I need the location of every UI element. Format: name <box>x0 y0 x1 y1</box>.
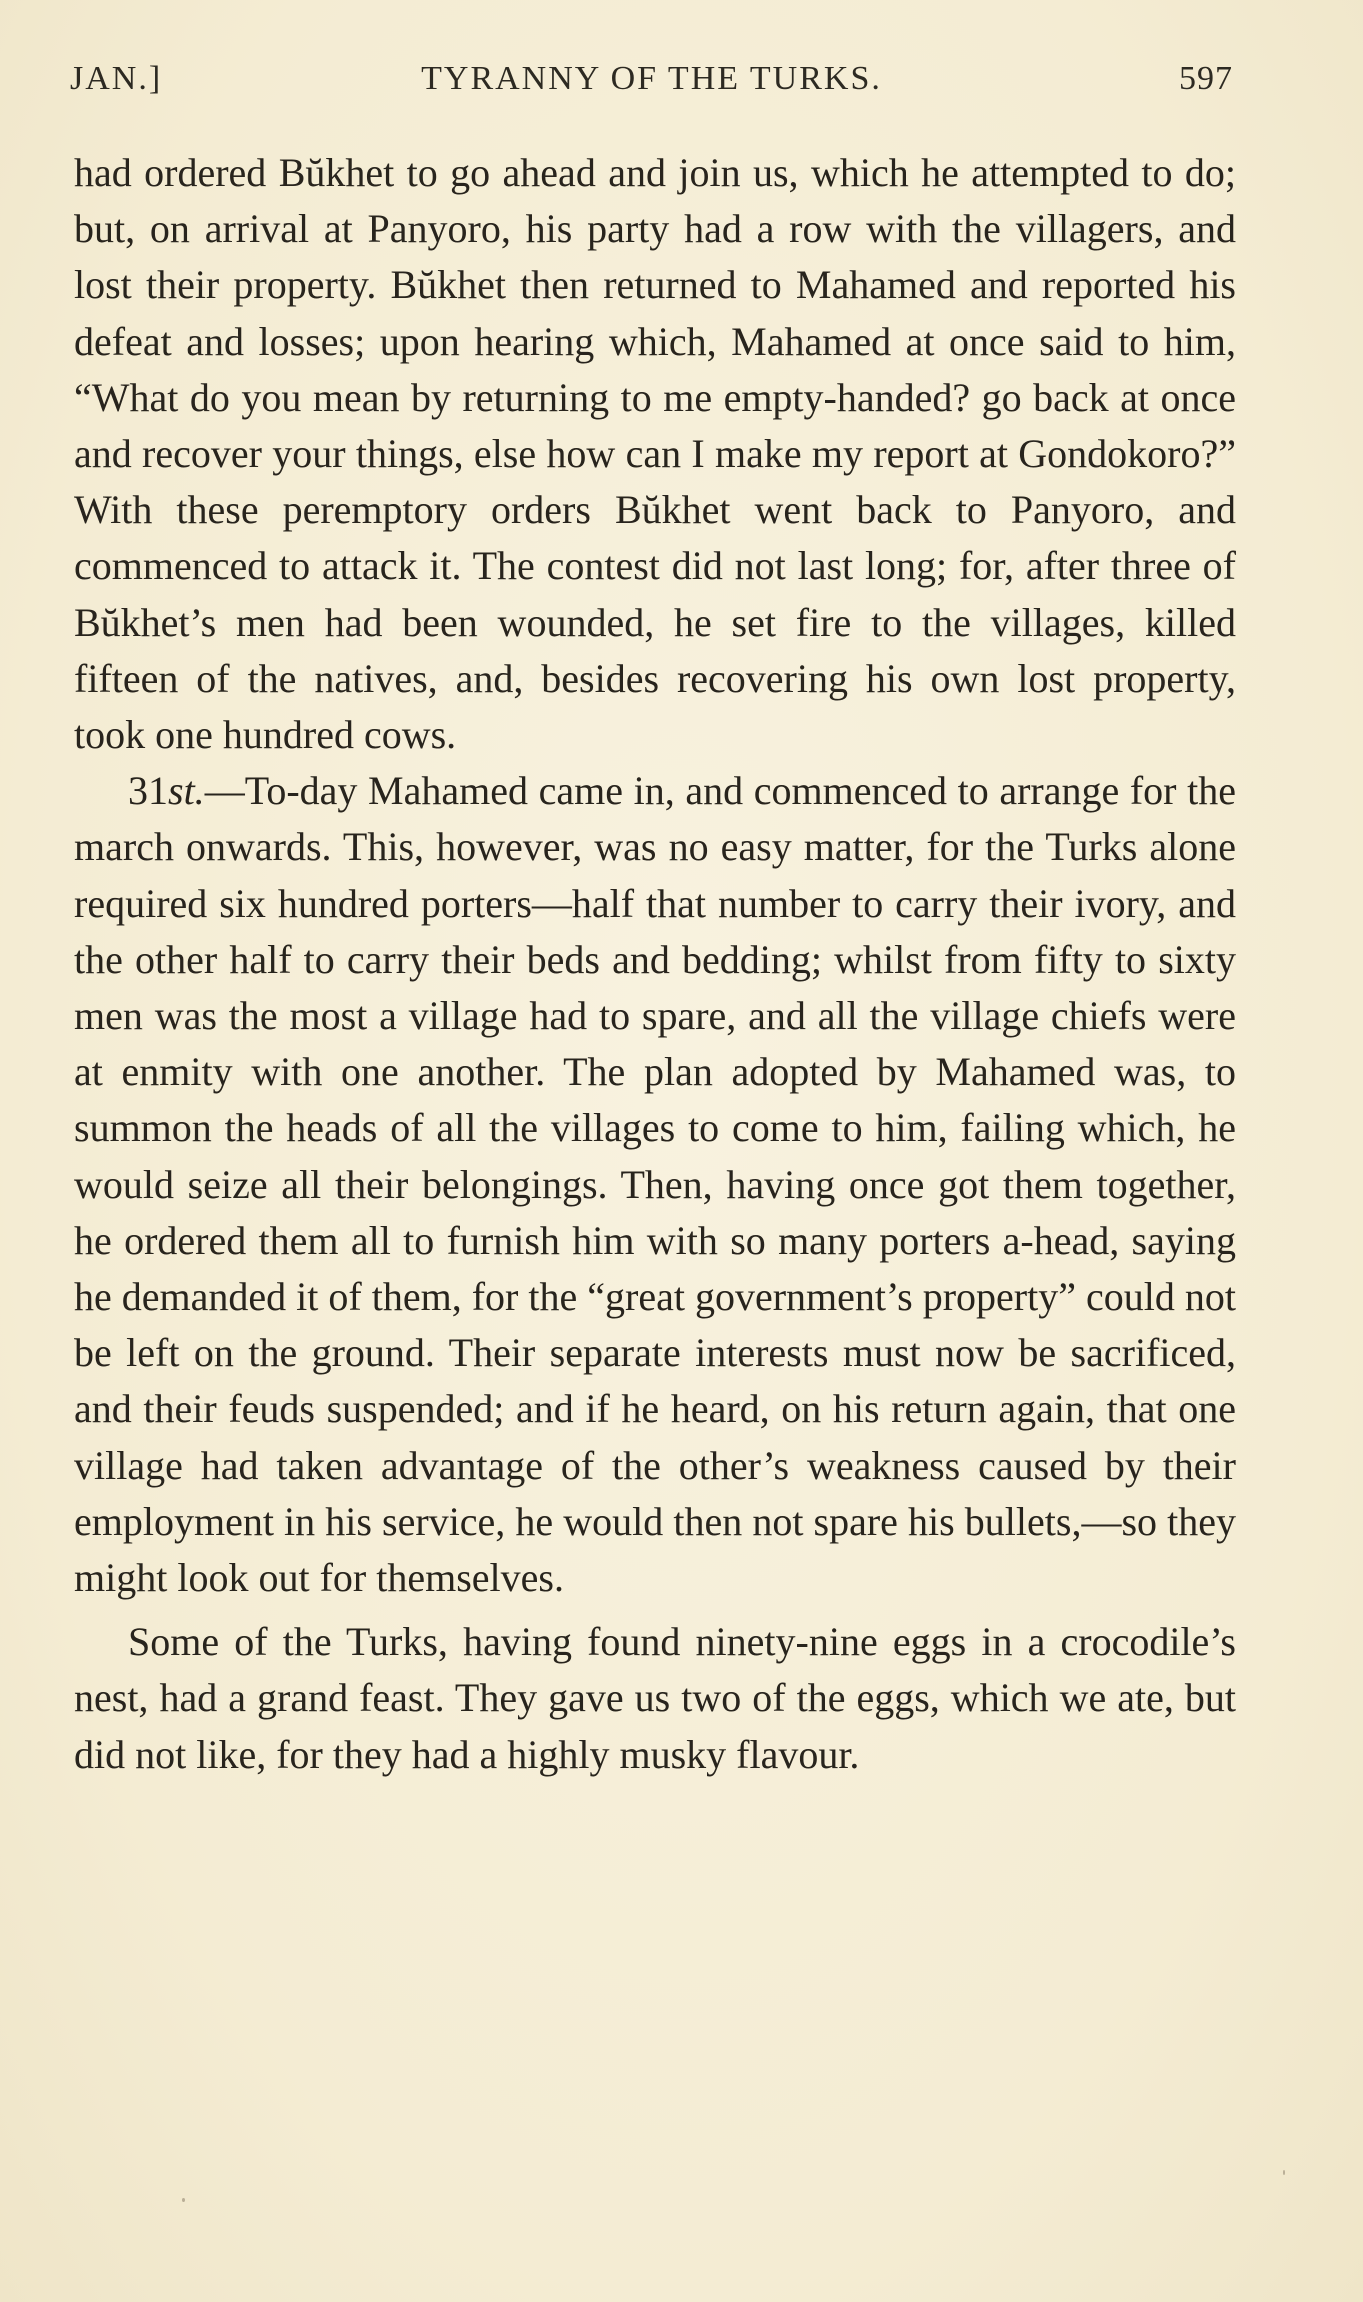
paragraph-2 <box>74 763 1236 1606</box>
paper-speck <box>1283 2170 1285 2175</box>
running-header <box>70 60 1233 110</box>
paragraph-2-date: 31st. <box>128 768 205 814</box>
paragraph-3-text: Some of the Turks, having found ninety-nine eggs in a crocodile’s nest, had a grand feast. They gave us two of the eggs, which we ate, but did not like, for they had a highly musky flavour. <box>74 1619 1236 1777</box>
page-number: 597 <box>1179 60 1233 97</box>
paragraph-1-text: had ordered Bŭkhet to go ahead and join us, which he attempted to do; but, on arrival at Panyoro, his party had a row with the villagers, and lost their property. Bŭkhet then returned to Mahamed and reported his defeat and losses; upon hearing which, Mahamed at once said to him, “What do you mean by returning to me empty-handed? go back at once and recover your things, else how can I make my report at Gondokoro?” With these peremptory orders Bŭkhet went back to Panyoro, and commenced to attack it. The contest did not last long; for, after three of Bŭkhet’s men had been wounded, he set fire to the villages, killed fifteen of the natives, and, besides recovering his own lost property, took one hundred cows. <box>74 150 1236 758</box>
header-month: JAN.] <box>70 60 163 97</box>
paragraph-3 <box>74 1614 1236 1783</box>
paper-speck <box>182 2198 185 2202</box>
header-title: TYRANNY OF THE TURKS. <box>421 60 882 97</box>
paragraph-1 <box>74 145 1236 763</box>
body-text <box>74 145 1236 1783</box>
paragraph-2-text: —To-day Mahamed came in, and commenced to arrange for the march onwards. This, however, was no easy matter, for the Turks alone required six hundred porters—half that number to carry their ivory, and the other half to carry their beds and bedding; whilst from fifty to sixty men was the most a village had to spare, and all the village chiefs were at enmity with one another. The plan adopted by Mahamed was, to summon the heads of all the villages to come to him, failing which, he would seize all their belongings. Then, having once got them together, he ordered them all to furnish him with so many porters a-head, saying he demanded it of them, for the “great government’s property” could not be left on the ground. Their separate interests must now be sacrificed, and their feuds suspended; and if he heard, on his return again, that one village had taken advantage of the other’s weakness caused by their employment in his service, he would then not spare his bullets,—so they might look out for themselves. <box>74 768 1236 1601</box>
